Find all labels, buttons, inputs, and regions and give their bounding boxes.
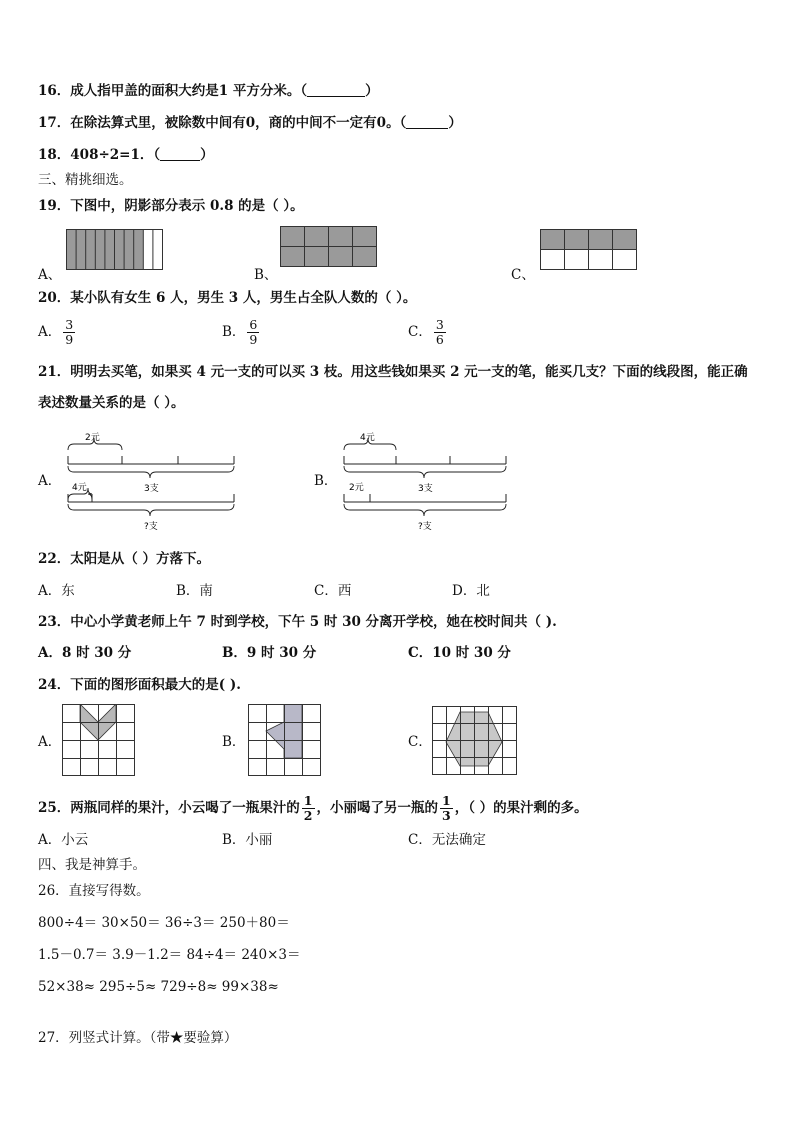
q21-option-b[interactable]: B．	[314, 473, 338, 489]
q25-part-1: 25．两瓶同样的果汁，小云喝了一瓶果汁的	[38, 800, 300, 816]
diagram-b-top-label: 4元	[360, 433, 375, 443]
fraction-third	[440, 794, 453, 823]
q24-option-c[interactable]: C．	[408, 734, 432, 750]
diagram-a-top-label: 2元	[85, 433, 100, 443]
question-19: 19．下图中，阴影部分表示 0.8 的是（ ）。	[38, 198, 304, 214]
option-label: B．	[222, 324, 246, 340]
q19-option-a[interactable]: A、	[38, 267, 62, 283]
q18-text: 18．408÷2=1．（	[38, 147, 161, 163]
diagram-a-top-count: 3支	[144, 484, 159, 494]
answer-blank[interactable]	[160, 146, 200, 161]
denominator: 2	[303, 808, 313, 823]
q23-option-c[interactable]: C．10 时 30 分	[408, 645, 511, 661]
q19-figure-a	[66, 229, 164, 271]
q21-diagram-a	[64, 428, 239, 536]
answer-blank[interactable]	[406, 114, 448, 129]
q16-end: ）	[365, 83, 379, 99]
numerator: 1	[442, 793, 451, 808]
section-4-title: 四、我是神算手。	[38, 857, 146, 873]
fraction	[63, 318, 75, 347]
denominator: 6	[435, 332, 444, 347]
question-18	[38, 146, 214, 164]
q17-text: 17．在除法算式里，被除数中间有0，商的中间不一定有0。（	[38, 115, 407, 131]
q21-option-a[interactable]: A．	[38, 473, 62, 489]
answer-blank[interactable]	[307, 82, 365, 97]
q24-option-a[interactable]: A．	[38, 734, 62, 750]
q19-figure-b	[280, 226, 378, 268]
q21-diagram-b	[340, 428, 515, 536]
diagram-a-bottom-count: ?支	[144, 522, 158, 532]
section-3-title: 三、精挑细选。	[38, 172, 133, 188]
diagram-b-bottom-count: ?支	[418, 522, 432, 532]
option-label: C．	[408, 324, 432, 340]
question-21-line-1: 21．明明去买笔，如果买 4 元一支的可以买 3 枝。用这些钱如果买 2 元一支的笔，能买几支？下面的线段图，能正确	[38, 364, 748, 380]
q23-option-b[interactable]: B．9 时 30 分	[222, 645, 317, 661]
q19-figure-c	[540, 229, 638, 271]
q24-figure-a	[62, 704, 138, 777]
q25-part-2: ，小丽喝了另一瓶的	[316, 800, 438, 816]
option-label: A．	[38, 324, 62, 340]
question-22: 22．太阳是从（ ）方落下。	[38, 551, 210, 567]
q18-end: ）	[200, 147, 214, 163]
q25-option-a[interactable]: A．小云	[38, 832, 89, 848]
diagram-b-bottom-label: 2元	[349, 483, 364, 493]
q20-option-b[interactable]	[222, 318, 261, 347]
q19-option-c[interactable]: C、	[511, 267, 535, 283]
q25-option-b[interactable]: B．小丽	[222, 832, 273, 848]
q22-option-a[interactable]: A．东	[38, 583, 75, 599]
question-20: 20．某小队有女生 6 人，男生 3 人，男生占全队人数的（ ）。	[38, 290, 417, 306]
numerator: 3	[65, 317, 74, 332]
denominator: 9	[249, 332, 258, 347]
question-26: 26．直接写得数。	[38, 883, 150, 899]
q24-figure-c	[432, 706, 518, 776]
q26-row-2: 1.5－0.7＝ 3.9－1.2＝ 84÷4＝ 240×3＝	[38, 947, 301, 963]
fraction	[434, 318, 446, 347]
q25-option-c[interactable]: C．无法确定	[408, 832, 486, 848]
fraction	[247, 318, 259, 347]
question-24: 24．下面的图形面积最大的是( ).	[38, 677, 241, 693]
q22-option-b[interactable]: B．南	[176, 583, 213, 599]
q22-option-c[interactable]: C．西	[314, 583, 352, 599]
q26-row-1: 800÷4＝ 30×50＝ 36÷3＝ 250＋80＝	[38, 915, 290, 931]
question-27: 27．列竖式计算。（带★要验算）	[38, 1030, 238, 1046]
q24-figure-b	[248, 704, 324, 777]
numerator: 6	[249, 317, 258, 332]
question-17	[38, 114, 462, 132]
q16-text: 16．成人指甲盖的面积大约是1 平方分米。（	[38, 83, 308, 99]
diagram-b-top-count: 3支	[418, 484, 433, 494]
question-16	[38, 82, 379, 100]
denominator: 3	[442, 808, 451, 823]
q23-option-a[interactable]: A．8 时 30 分	[38, 645, 132, 661]
q17-end: ）	[448, 115, 462, 131]
q19-option-b[interactable]: B、	[254, 267, 278, 283]
question-21-line-2: 表述数量关系的是（ ）。	[38, 395, 185, 411]
question-23: 23．中心小学黄老师上午 7 时到学校，下午 5 时 30 分离开学校，她在校时间共（ ).	[38, 614, 557, 630]
denominator: 9	[65, 332, 74, 347]
q24-option-b[interactable]: B．	[222, 734, 246, 750]
q26-row-3: 52×38≈ 295÷5≈ 729÷8≈ 99×38≈	[38, 979, 279, 995]
question-25	[38, 794, 588, 823]
numerator: 3	[435, 317, 444, 332]
fraction-half	[302, 794, 315, 823]
numerator: 1	[303, 793, 313, 808]
diagram-a-bottom-label: 4元	[72, 483, 87, 493]
q20-option-a[interactable]	[38, 318, 77, 347]
q25-part-3: ，（ ）的果汁剩的多。	[454, 800, 588, 816]
q22-option-d[interactable]: D．北	[452, 583, 490, 599]
q20-option-c[interactable]	[408, 318, 448, 347]
